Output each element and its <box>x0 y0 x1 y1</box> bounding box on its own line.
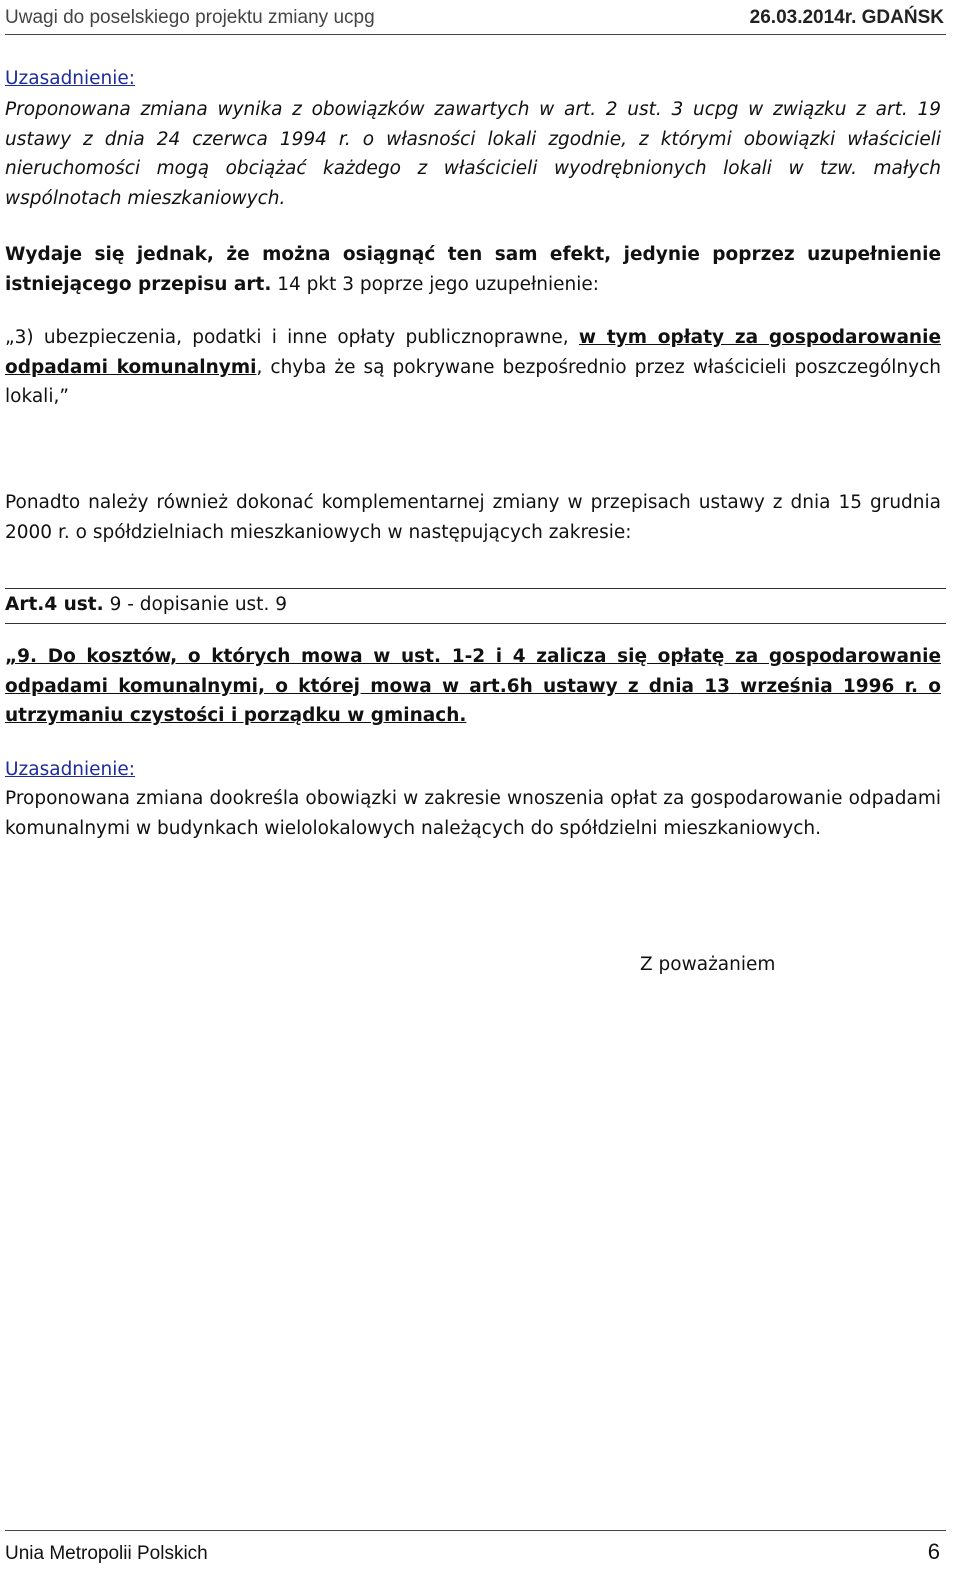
article-normal: 9 - dopisanie ust. 9 <box>103 594 287 615</box>
article-bold: Art.4 ust. <box>5 594 104 615</box>
justification-paragraph-2: Proponowana zmiana dookreśla obowiązki w zakresie wnoszenia opłat za gospodarowanie odpadami komunalnymi w budynkach wielolokalowych należących do spółdzielni mieszkaniowych. <box>5 788 941 839</box>
article-divider-bottom <box>5 623 946 624</box>
closing-signoff: Z poważaniem <box>640 954 776 975</box>
article-line <box>5 590 941 620</box>
quote-suffix: , chyba że są pokrywane bezpośrednio przez właścicieli poszczególnych lokali,” <box>5 356 941 408</box>
quote-prefix: „3) ubezpieczenia, podatki i inne opłaty publicznoprawne, <box>5 327 579 348</box>
justification-paragraph-1: Proponowana zmiana wynika z obowiązków zawartych w art. 2 ust. 3 ucpg w związku z art. 19 ustawy z dnia 24 czerwca 1994 r. o własności lokali zgodnie, z którymi obowiązki właścicieli nieruchomości mogą obciążać każdego z właścicieli wyodrębnionych lokali w tzw. małych wspólnotach mieszkaniowych. <box>5 99 941 209</box>
header-title: Uwagi do poselskiego projektu zmiany ucpg <box>5 7 375 28</box>
amendment-text: „9. Do kosztów, o których mowa w ust. 1-2 i 4 zalicza się opłatę za gospodarowanie odpadami komunalnymi, o której mowa w art.6h ustawy z dnia 13 września 1996 r. o utrzymaniu czystości i porządku w gminach. <box>5 646 941 727</box>
article-divider-top <box>5 588 946 589</box>
footer-organization: Unia Metropolii Polskich <box>5 1543 208 1564</box>
justification-heading-label: Uzasadnienie: <box>5 68 136 89</box>
justification-heading-1 <box>5 64 941 94</box>
quote-underlined-text: w tym opłaty za gospodarowanie odpadami komunalnymi <box>5 327 941 378</box>
page-footer <box>5 1530 946 1593</box>
additional-paragraph: Ponadto należy również dokonać komplementarnej zmiany w przepisach ustawy z dnia 15 grudnia 2000 r. o spółdzielniach mieszkaniowych w następujących zakresie: <box>5 492 941 543</box>
quoted-provision <box>5 323 941 412</box>
page-header <box>5 4 946 35</box>
page-number: 6 <box>927 1539 940 1564</box>
proposal-paragraph <box>5 240 941 299</box>
justification-heading-label-2: Uzasadnienie: <box>5 759 136 780</box>
proposal-bold-text: Wydaje się jednak, że można osiągnąć ten sam efekt, jedynie poprzez uzupełnienie istniejącego przepisu art. <box>5 244 941 295</box>
proposal-normal-text: 14 pkt 3 poprze jego uzupełnienie: <box>271 273 600 295</box>
justification-heading-2 <box>5 755 941 785</box>
header-date-place: 26.03.2014r. GDAŃSK <box>749 7 944 28</box>
